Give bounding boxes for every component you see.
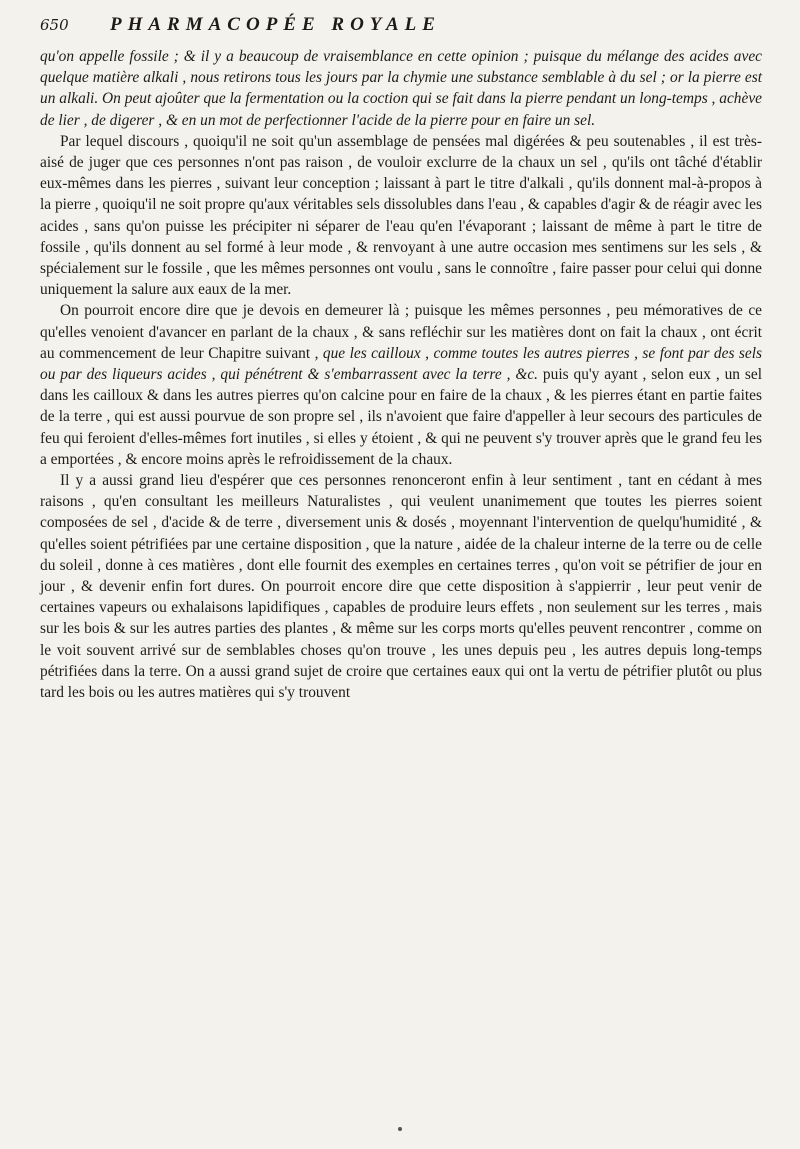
italic-text-segment: qu'on appelle fossile ; & il y a beaucoup de vraisemblance en cette opinion ; puisque du mélange des acides avec quelque matière alkali , nous retirons tous les jours par la chymie une substance semblable à du sel ; or la pierre est un alkali. On peut ajoûter que la fermentation ou la coction qui se fait dans la pierre pendant un long-temps , achève de lier , de digerer , & en un mot de perfectionner l'acide de la pierre pour en faire un sel.	[40, 48, 762, 129]
running-title: PHARMACOPÉE ROYALE	[110, 14, 441, 35]
page-number: 650	[40, 16, 69, 34]
paragraph	[40, 131, 762, 301]
body-text	[40, 46, 762, 703]
paragraph	[40, 46, 762, 131]
paragraph	[40, 300, 762, 470]
page-header	[40, 14, 762, 42]
text-segment: On pourroit encore dire que je devois en demeurer là ; puisque les mêmes personnes , peu mémoratives de ce qu'elles venoient d'avancer en parlant de la chaux , & sans refléchir sur les matières dont on fait la chaux , ont écrit au commencement de leur Chapitre suivant ,	[40, 302, 762, 362]
ink-mark	[398, 1127, 402, 1131]
text-segment: puis qu'y ayant , selon eux , un sel dans les cailloux & dans les autres pierres qu'on calcine pour en faire de la chaux , & les pierres étant en partie faites de la terre , qui est aussi pourvue de son propre sel , ils n'avoient que faire d'appeller à leur secours des particules de feu qui feroient d'elles-mêmes fort inutiles , si elles y étoient , & qui ne peuvent s'y trouver après que le grand feu les a emportées , & encore moins après le refroidissement de la chaux.	[40, 366, 763, 468]
paragraph	[40, 470, 762, 703]
text-segment: Par lequel discours , quoiqu'il ne soit qu'un assemblage de pensées mal digérées & peu soutenables , il est très-aisé de juger que ces personnes n'ont pas raison , de vouloir exclurre de la chaux un sel , qu'ils ont tâché d'établir eux-mêmes dans les pierres , suivant leur conception ; laissant à part le titre d'alkali , qu'ils donnent mal-à-propos à la pierre , quoiqu'il ne soit propre qu'aux véritables sels dissolubles dans l'eau , & capables d'agir & de réagir avec les acides , sans qu'on puisse les précipiter ni séparer de l'eau qu'en l'évaporant ; laissant de même à part le titre de fossile , qu'ils donnent au sel formé à leur mode , & renvoyant à une autre occasion mes sentimens sur les sels , & spécialement sur le fossile , que les mêmes personnes ont voulu , sans le connoître , faire passer pour celui qui donne uniquement la salure aux eaux de la mer.	[40, 132, 762, 299]
italic-text-segment: que les cailloux , comme toutes les autres pierres , se font par des sels ou par des liqueurs acides , qui pénétrent & s'embarrassent avec la terre , &c.	[40, 344, 762, 384]
text-segment: Il y a aussi grand lieu d'espérer que ces personnes renonceront enfin à leur sentiment , tant en cédant à mes raisons , qu'en consultant les meilleurs Naturalistes , qui veulent unanimement que toutes les pierres soient composées de sel , d'acide & de terre , diversement unis & dosés , moyennant l'intervention de quelqu'humidité , & qu'elles soient pétrifiées par une certaine disposition , que la nature , aidée de la chaleur interne de la terre ou de celle du soleil , donne à ces matières , dont elle fournit des exemples en certaines terres , qu'on voit se pétrifier de jour en jour , & devenir enfin fort dures. On pourroit encore dire que cette disposition à s'appierrir , leur peut venir de certaines vapeurs ou exhalaisons lapidifiques , capables de produire leurs effets , non seulement sur les terres , mais sur les bois & sur les autres parties des plantes , & même sur les corps morts qu'elles peuvent rencontrer , comme on le voit souvent arrivé sur de semblables choses qu'on trouve , les unes depuis peu , les autres depuis long-temps pétrifiées dans la terre. On a aussi grand sujet de croire que certaines eaux qui ont la vertu de pétrifier plutôt ou plus tard les bois ou les autres matières qui s'y trouvent	[40, 472, 762, 702]
